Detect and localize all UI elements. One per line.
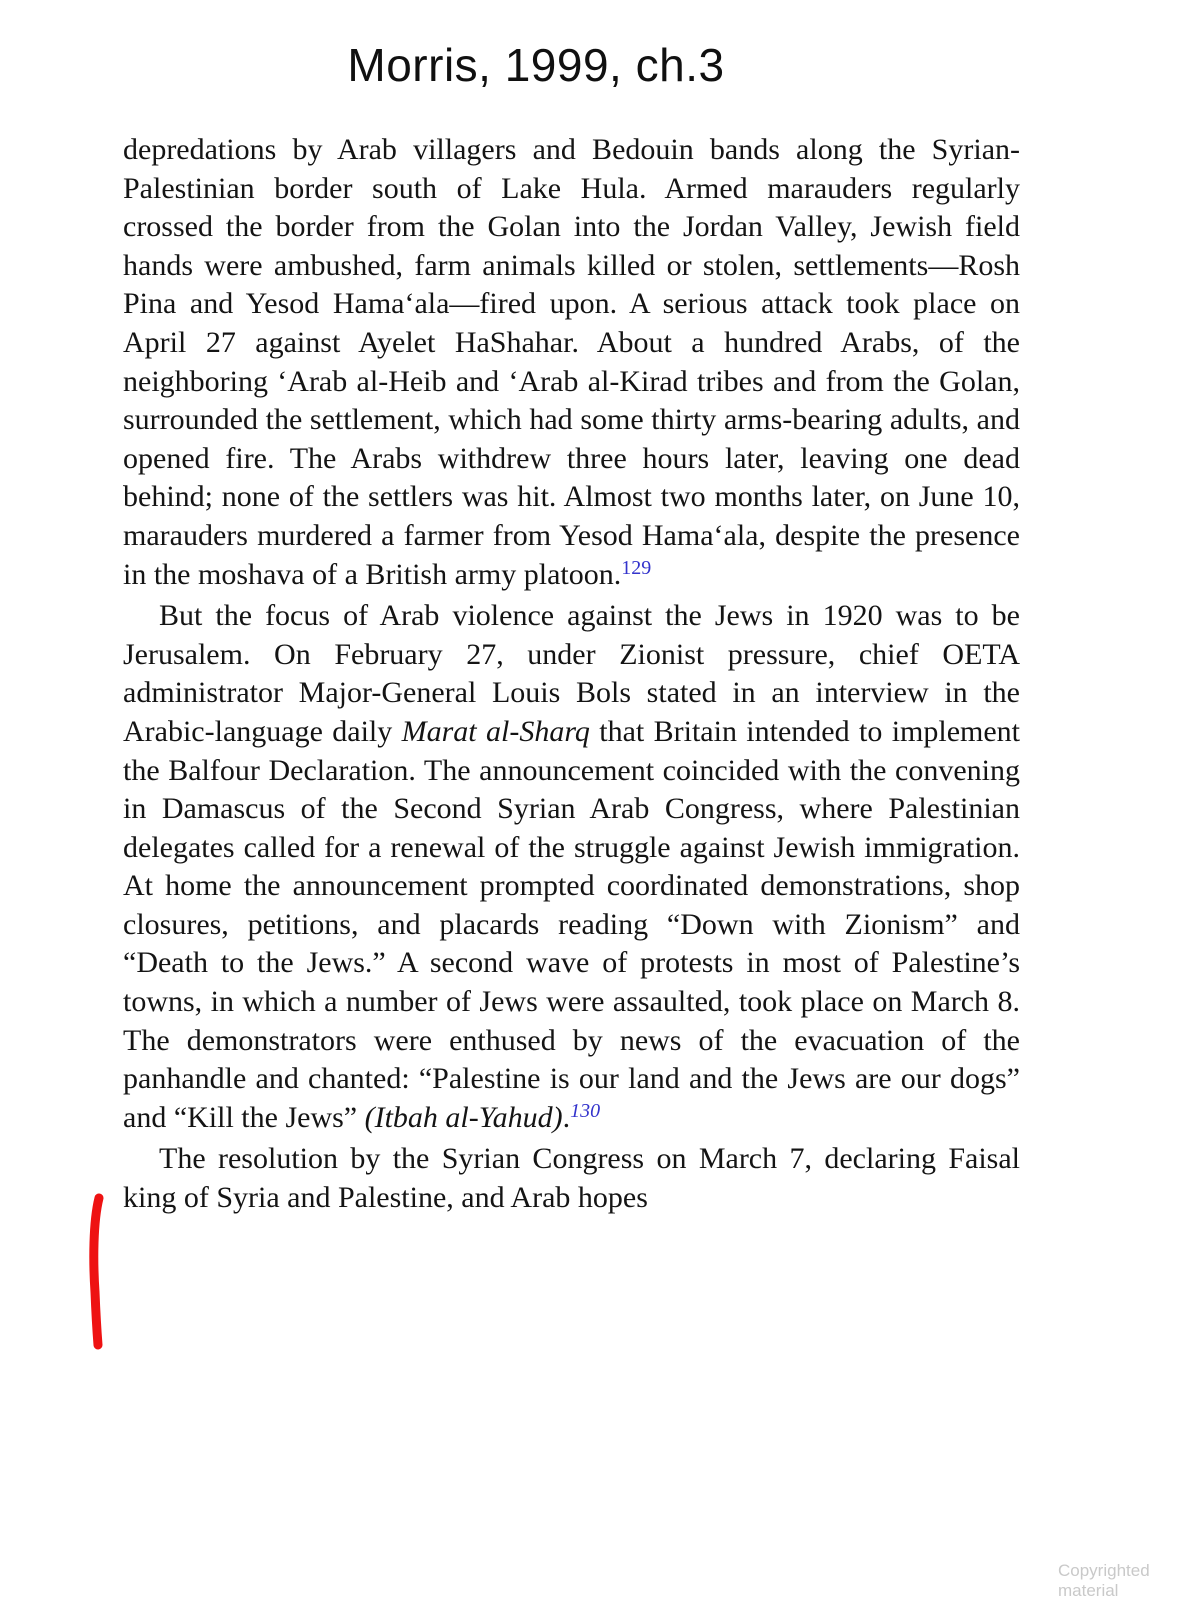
footnote-link-130[interactable]: 130 — [570, 1099, 601, 1122]
page-title: Morris, 1999, ch.3 — [347, 39, 725, 91]
text-run: (Itbah al-Yahud) — [364, 1100, 563, 1134]
text-column — [123, 131, 1020, 1218]
paragraph-2 — [123, 597, 1020, 1140]
text-run: depredations by Arab villagers and Bedouin bands along the Syrian-Palestinian border south of Lake Hula. Armed marauders regularly crossed the border from the Golan into the Jordan Valley, Jewish field hands were ambushed, farm animals killed or stolen, settlements—Rosh Pina and Yesod Hama‘ala—fired upon. A serious attack took place on April 27 against Ayelet HaShahar. About a hundred Arabs, of the neighboring ‘Arab al-Heib and ‘Arab al-Kirad tribes and from the Golan, surrounded the settlement, which had some thirty arms-bearing adults, and opened fire. The Arabs withdrew three hours later, leaving one dead behind; none of the settlers was hit. Almost two months later, on June 10, marauders murdered a farmer from Yesod Hama‘ala, despite the presence in the moshava of a British army platoon. — [123, 133, 1020, 591]
red-margin-annotation-mark — [88, 1192, 106, 1352]
copyright-watermark: Copyrighted material — [1058, 1561, 1150, 1600]
text-run: . — [562, 1100, 571, 1134]
text-run: Marat al-Sharq — [401, 714, 590, 748]
footnote-link-129[interactable]: 129 — [621, 556, 652, 579]
text-run: that Britain intended to implement the Balfour Declaration. The announcement coincided with the convening in Damascus of the Second Syrian Arab Congress, where Palestinian delegates called for a renewal of the struggle against Jewish immigration. At home the announcement prompted coordinated demonstrations, shop closures, petitions, and placards reading “Down with Zionism” and “Death to the Jews.” A second wave of protests in most of Palestine’s towns, in which a number of Jews were assaulted, took place on March 8. The demonstrators were enthused by news of the evacuation of the panhandle and chanted: “Palestine is our land and the Jews are our dogs” and “Kill the Jews” — [123, 714, 1020, 1134]
text-run: The resolution by the Syrian Congress on March 7, declaring Faisal king of Syria and Palestine, and Arab hopes — [123, 1142, 1020, 1215]
text-run: But the focus of Arab violence against the Jews in 1920 was to be Jerusalem. On February 27, under Zionist pressure, chief OETA administrator Major-General Louis Bols stated in an interview in the Arabic-language daily — [123, 599, 1020, 748]
paragraph-3 — [123, 1140, 1020, 1217]
paragraph-1 — [123, 131, 1020, 597]
